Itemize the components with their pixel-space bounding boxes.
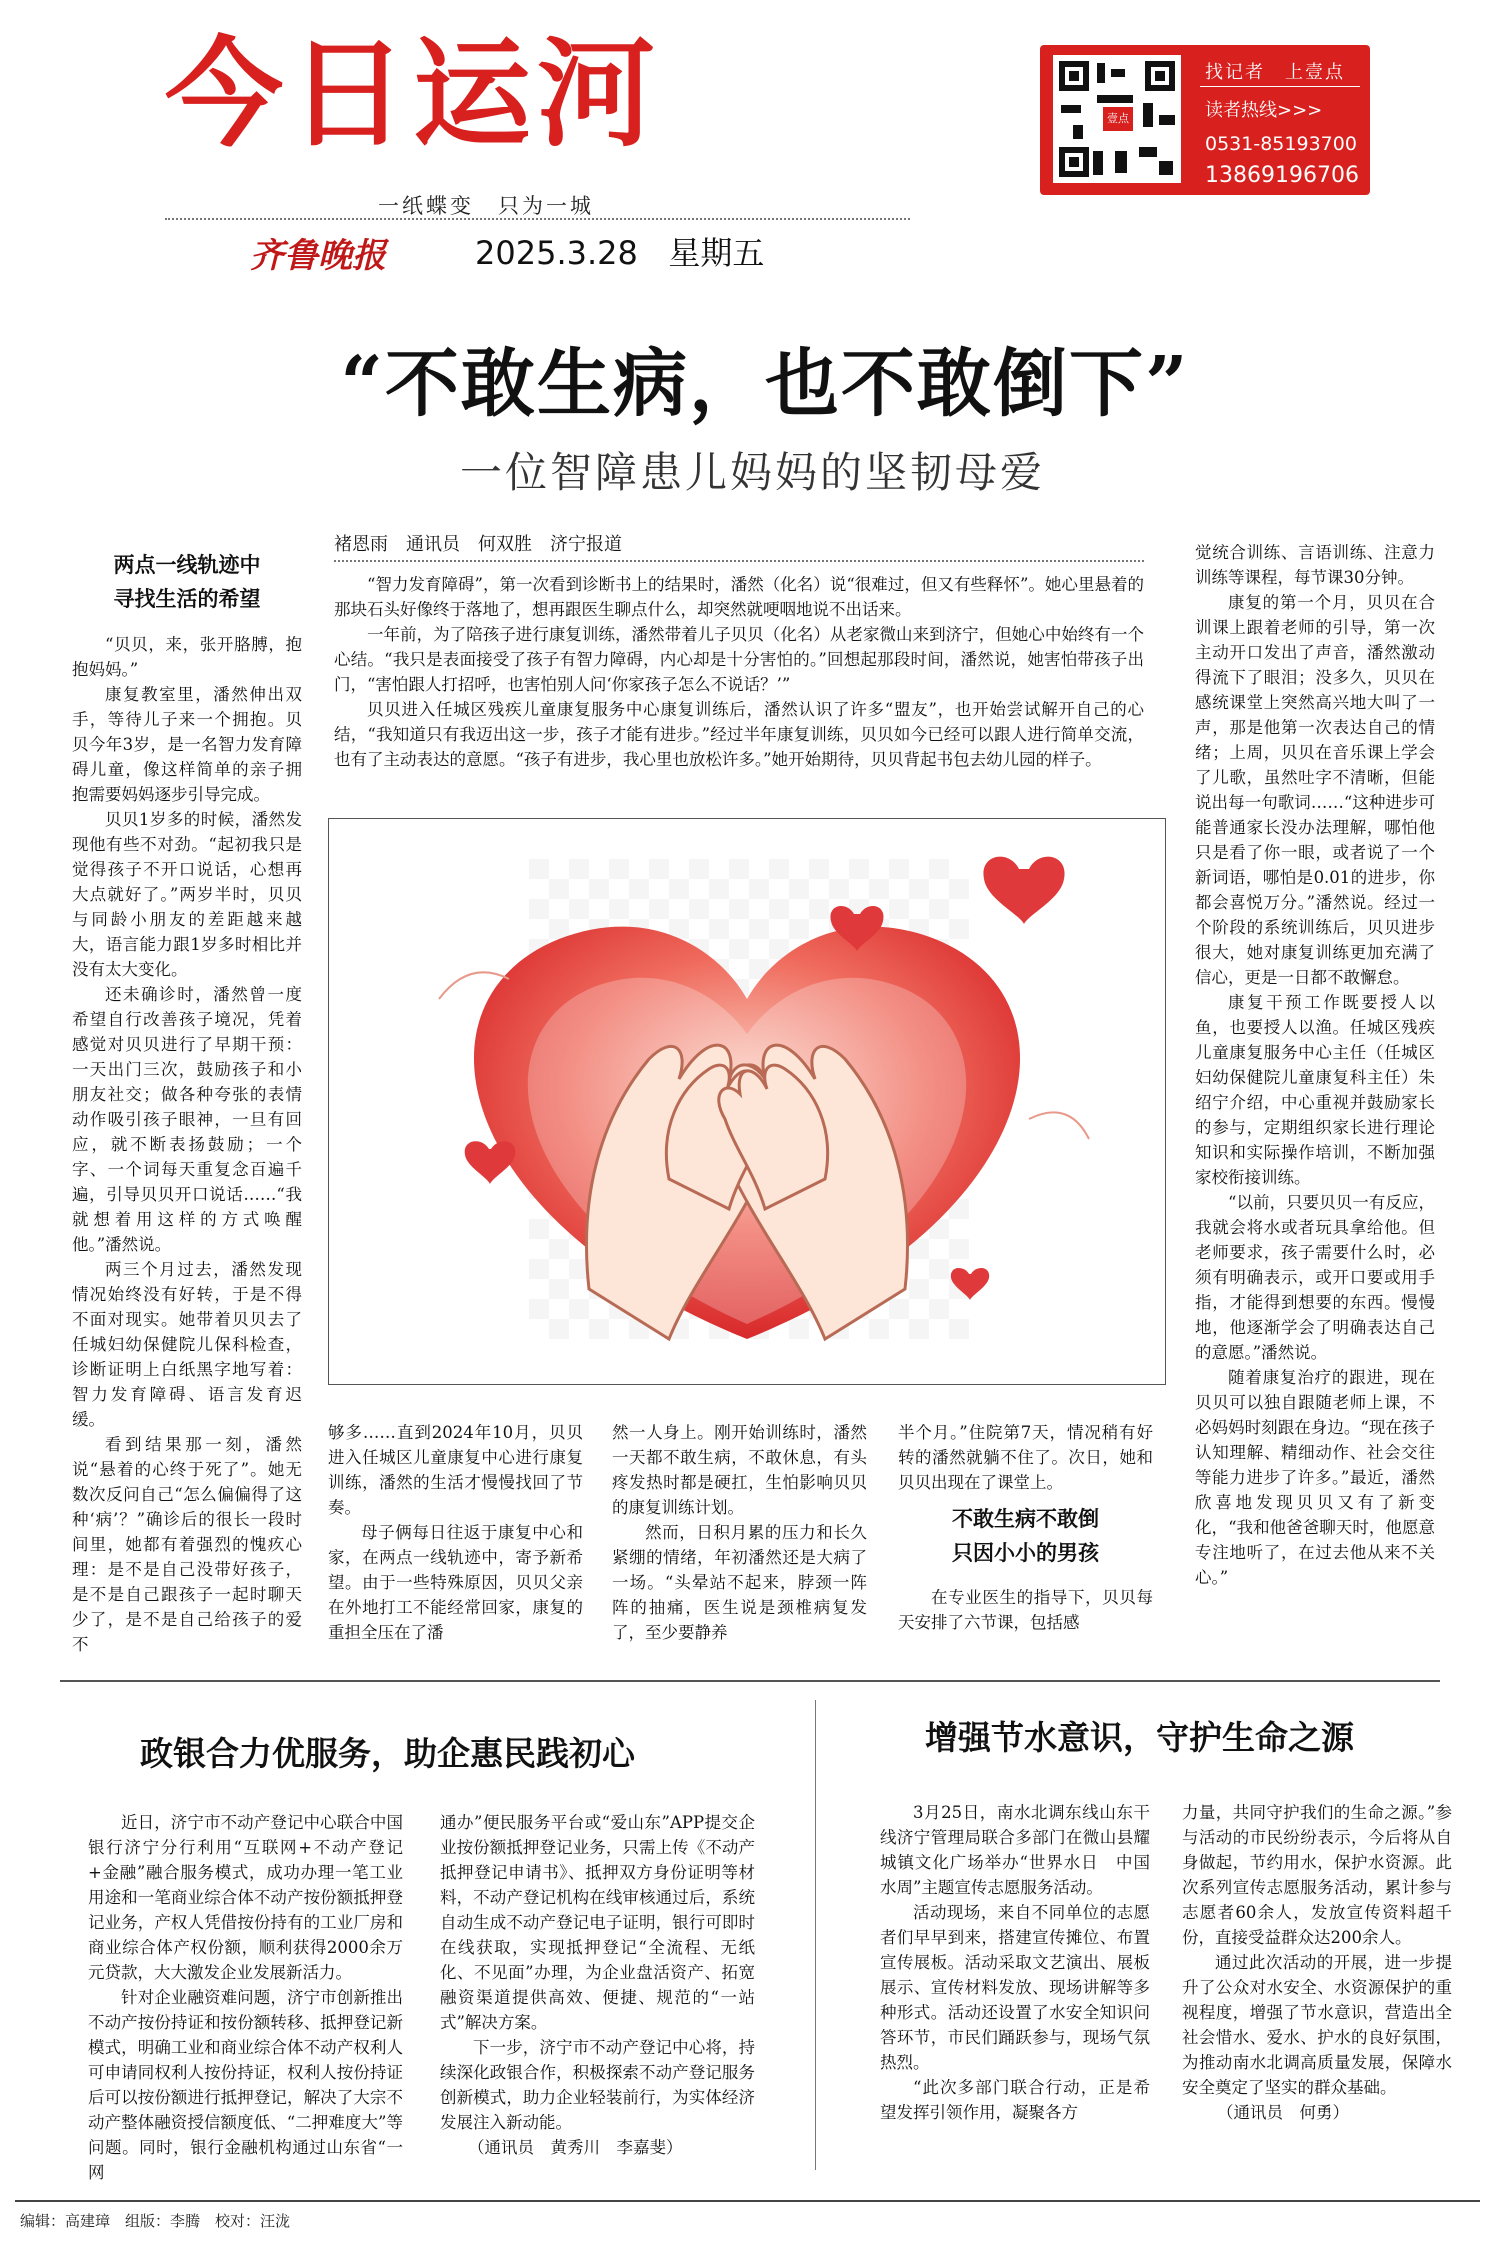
subhead-line: 不敢生病不敢倒 <box>952 1506 1099 1531</box>
bank-signoff: （通讯员 黄秀川 李嘉斐） <box>468 2138 683 2157</box>
left-subhead <box>72 548 302 616</box>
body-paragraph: 活动现场，来自不同单位的志愿者们早早到来，搭建宣传摊位、布置宣传展板。活动采取文艺演出、展板展示、宣传材料发放、现场讲解等多种形式。活动还设置了水安全知识问答环节，市民们踊跃参与，现场气氛热烈。 <box>880 1903 1150 2072</box>
right-column <box>1195 540 1435 1590</box>
body-paragraph: 半个月。”住院第7天，情况稍有好转的潘然就躺不住了。次日，她和贝贝出现在了课堂上。 <box>898 1423 1153 1492</box>
body-paragraph: 康复干预工作既要授人以鱼，也要授人以渔。任城区残疾儿童康复服务中心主任（任城区妇幼保健院儿童康复科主任）朱绍宁介绍，中心重视并鼓励家长的参与，定期组织家长进行理论知识和实际操作培训，不断加强家校衔接训练。 <box>1195 993 1435 1187</box>
bank-article-title: 政银合力优服务，助企惠民践初心 <box>140 1734 635 1773</box>
body-paragraph: 看到结果那一刻，潘然说“悬着的心终于死了”。她无数次反问自己“怎么偏偏得了这种‘病’？”确诊后的很长一段时间里，她都有着强烈的愧疚心理：是不是自己没带好孩子，是不是自己跟孩子一起时聊天少了，是不是自己给孩子的爱不 <box>72 1435 302 1654</box>
newspaper-brand-logo: 齐鲁晚报 <box>250 236 386 276</box>
body-paragraph: 够多……直到2024年10月，贝贝进入任城区儿童康复中心进行康复训练，潘然的生活才慢慢找回了节奏。 <box>328 1423 583 1517</box>
contact-divider <box>1200 86 1360 87</box>
page-subhead: 一位智障患儿妈妈的坚韧母爱 <box>460 448 1046 497</box>
left-column <box>72 632 302 1657</box>
body-paragraph: 贝贝1岁多的时候，潘然发现他有些不对劲。“起初我只是觉得孩子不开口说话，心想再大点就好了。”两岁半时，贝贝与同龄小朋友的差距越来越大，语言能力跟1岁多时相比并没有太大变化。 <box>72 810 302 979</box>
issue-date <box>475 228 764 274</box>
hotline-phone-1[interactable]: 0531-85193700 <box>1205 133 1357 155</box>
column-separator <box>815 1700 816 2170</box>
middle-column-3b <box>898 1585 1153 1635</box>
contact-line1: 找记者 上壹点 <box>1205 62 1345 83</box>
subhead-line: 只因小小的男孩 <box>952 1540 1099 1565</box>
weekday-value: 星期五 <box>668 234 765 272</box>
masthead-title: 今日运河 <box>165 25 662 163</box>
date-value: 2025.3.28 <box>475 234 638 272</box>
body-paragraph: 力量，共同守护我们的生命之源。”参与活动的市民纷纷表示，今后将从自身做起，节约用水，保护水资源。此次系列宣传志愿服务活动，累计参与志愿者60余人，发放宣传资料超千份，直接受益群众达200余人。 <box>1182 1803 1452 1947</box>
body-paragraph: “以前，只要贝贝一有反应，我就会将水或者玩具拿给他。但老师要求，孩子需要什么时，必须有明确表示，或开口要或用手指，才能得到想要的东西。慢慢地，他逐渐学会了明确表达自己的意愿。”潘然说。 <box>1195 1193 1435 1362</box>
body-paragraph: “此次多部门联合行动，正是希望发挥引领作用，凝聚各方 <box>880 2078 1150 2122</box>
intro-paragraph: “智力发育障碍”，第一次看到诊断书上的结果时，潘然（化名）说“很难过，但又有些释怀”。她心里悬着的那块石头好像终于落地了，想再跟医生聊点什么，却突然就哽咽地说不出话来。 <box>334 575 1144 619</box>
body-paragraph: “贝贝，来，张开胳膊，抱抱妈妈。” <box>72 635 302 679</box>
middle-column-3 <box>898 1420 1153 1495</box>
body-paragraph: 3月25日，南水北调东线山东干线济宁管理局联合多部门在微山县耀城镇文化广场举办“世界水日 中国水周”主题宣传志愿服务活动。 <box>880 1803 1150 1897</box>
body-paragraph: 康复的第一个月，贝贝在合训课上跟着老师的引导，第一次主动开口发出了声音，潘然激动得流下了眼泪；没多久，贝贝在感统课堂上突然高兴地大叫了一声，那是他第一次表达自己的情绪；上周，贝贝在音乐课上学会了儿歌，虽然吐字不清晰，但能说出每一句歌词……“这种进步可能普通家长没办法理解，哪怕他只是看了你一眼，或者说了一个新词语，哪怕是0.01的进步，你都会喜悦万分。”潘然说。经过一个阶段的系统训练后，贝贝进步很大，她对康复训练更加充满了信心，更是一日都不敢懈怠。 <box>1195 593 1435 987</box>
feature-intro <box>334 572 1144 772</box>
body-paragraph: 下一步，济宁市不动产登记中心将，持续深化政银合作，积极探索不动产登记服务创新模式，助力企业轻装前行，为实体经济发展注入新动能。 <box>440 2038 755 2132</box>
qr-badge: 壹点 <box>1103 107 1133 131</box>
intro-paragraph: 一年前，为了陪孩子进行康复训练，潘然带着儿子贝贝（化名）从老家微山来到济宁，但她心中始终有一个心结。“我只是表面接受了孩子有智力障碍，内心却是十分害怕的。”回想起那段时间，潘然说，她害怕带孩子出门，“害怕跟人打招呼，也害怕别人问‘你家孩子怎么不说话？’” <box>334 625 1144 694</box>
subhead-line: 寻找生活的希望 <box>113 586 261 611</box>
editor-credits: 编辑：高建璋 组版：李腾 校对：汪泷 <box>20 2212 291 2230</box>
body-paragraph: 然一人身上。刚开始训练时，潘然一天都不敢生病，不敢休息，有头疼发热时都是硬扛，生怕影响贝贝的康复训练计划。 <box>612 1423 867 1517</box>
body-paragraph: 针对企业融资难问题，济宁市创新推出不动产按份持证和按份额转移、抵押登记新模式，明确工业和商业综合体不动产权利人可申请同权利人按份持证，权利人按份持证后可以按份额进行抵押登记，解决了大宗不动产整体融资授信额度低、“二押难度大”等问题。同时，银行金融机构通过山东省“一网 <box>88 1988 403 2182</box>
middle-subhead <box>898 1502 1153 1570</box>
water-column-1 <box>880 1800 1150 2125</box>
hands-holding-heart-illustration <box>328 818 1166 1385</box>
masthead-slogan: 一纸蝶变 只为一城 <box>378 194 594 218</box>
bank-column-2 <box>440 1810 755 2160</box>
footer-rule <box>15 2200 1480 2202</box>
body-paragraph: 通办”便民服务平台或“爱山东”APP提交企业按份额抵押登记业务，只需上传《不动产抵押登记申请书》、抵押双方身份证明等材料，不动产登记机构在线审核通过后，系统自动生成不动产登记电子证明，银行可即时在线获取，实现抵押登记“全流程、无纸化、不见面”办理，为企业盘活资产、拓宽融资渠道提供高效、便捷、规范的“一站式”解决方案。 <box>440 1813 755 2032</box>
body-paragraph: 两三个月过去，潘然发现情况始终没有好转，于是不得不面对现实。她带着贝贝去了任城妇幼保健院儿保科检查，诊断证明上白纸黑字地写着：智力发育障碍、语言发育迟缓。 <box>72 1260 302 1429</box>
byline-divider <box>334 560 1144 562</box>
body-paragraph: 觉统合训练、言语训练、注意力训练等课程，每节课30分钟。 <box>1195 543 1435 587</box>
water-article-title: 增强节水意识，守护生命之源 <box>925 1718 1354 1757</box>
body-paragraph: 在专业医生的指导下，贝贝每天安排了六节课，包括感 <box>898 1588 1153 1632</box>
body-paragraph: 然而，日积月累的压力和长久紧绷的情绪，年初潘然还是大病了一场。“头晕站不起来，脖颈一阵阵的抽痛，医生说是颈椎病复发了，至少要静养 <box>612 1523 867 1642</box>
body-paragraph: 近日，济宁市不动产登记中心联合中国银行济宁分行利用“互联网+不动产登记+金融”融合服务模式，成功办理一笔工业用途和一笔商业综合体不动产按份额抵押登记业务，产权人凭借按份持有的工业厂房和商业综合体产权份额，顺利获得2000余万元贷款，大大激发企业发展新活力。 <box>88 1813 403 1982</box>
body-paragraph: 母子俩每日往返于康复中心和家，在两点一线轨迹中，寄予新希望。由于一些特殊原因，贝贝父亲在外地打工不能经常回家，康复的重担全压在了潘 <box>328 1523 583 1642</box>
middle-column-2 <box>612 1420 867 1645</box>
body-paragraph: 康复教室里，潘然伸出双手，等待儿子来一个拥抱。贝贝今年3岁，是一名智力发育障碍儿童，像这样简单的亲子拥抱需要妈妈逐步引导完成。 <box>72 685 302 804</box>
body-paragraph: 通过此次活动的开展，进一步提升了公众对水安全、水资源保护的重视程度，增强了节水意识，营造出全社会惜水、爱水、护水的良好氛围，为推动南水北调高质量发展，保障水安全奠定了坚实的群众基础。 <box>1182 1953 1452 2097</box>
water-column-2 <box>1182 1800 1452 2125</box>
body-paragraph: 还未确诊时，潘然曾一度希望自行改善孩子境况，凭着感觉对贝贝进行了早期干预：一天出门三次，鼓励孩子和小朋友社交；做各种夸张的表情动作吸引孩子眼神，一旦有回应，就不断表扬鼓励；一个字、一个词每天重复念百遍千遍，引导贝贝开口说话……“我就想着用这样的方式唤醒他。”潘然说。 <box>72 985 302 1254</box>
hotline-phone-2[interactable]: 13869196706 <box>1205 163 1359 188</box>
section-divider <box>60 1680 1440 1682</box>
bank-column-1 <box>88 1810 403 2185</box>
intro-paragraph: 贝贝进入任城区残疾儿童康复服务中心康复训练后，潘然认识了许多“盟友”，也开始尝试解开自己的心结，“我知道只有我迈出这一步，孩子才能有进步。”经过半年康复训练，贝贝如今已经可以跟人进行简单交流，也有了主动表达的意愿。“孩子有进步，我心里也放松许多。”她开始期待，贝贝背起书包去幼儿园的样子。 <box>334 700 1144 769</box>
body-paragraph: 随着康复治疗的跟进，现在贝贝可以独自跟随老师上课，不必妈妈时刻跟在身边。“现在孩子认知理解、精细动作、社会交往等能力进步了许多。”最近，潘然欣喜地发现贝贝又有了新变化，“我和他爸爸聊天时，他愿意专注地听了，在过去他从来不关心。” <box>1195 1368 1435 1587</box>
middle-column-1 <box>328 1420 583 1645</box>
contact-line2: 读者热线>>> <box>1205 100 1323 121</box>
page-headline: “不敢生病，也不敢倒下” <box>340 341 1190 427</box>
water-signoff: （通讯员 何勇） <box>1217 2103 1349 2122</box>
byline: 褚恩雨 通讯员 何双胜 济宁报道 <box>334 534 622 555</box>
subhead-line: 两点一线轨迹中 <box>113 552 261 577</box>
masthead-divider <box>165 218 910 220</box>
qr-code-icon[interactable] <box>1053 55 1181 183</box>
